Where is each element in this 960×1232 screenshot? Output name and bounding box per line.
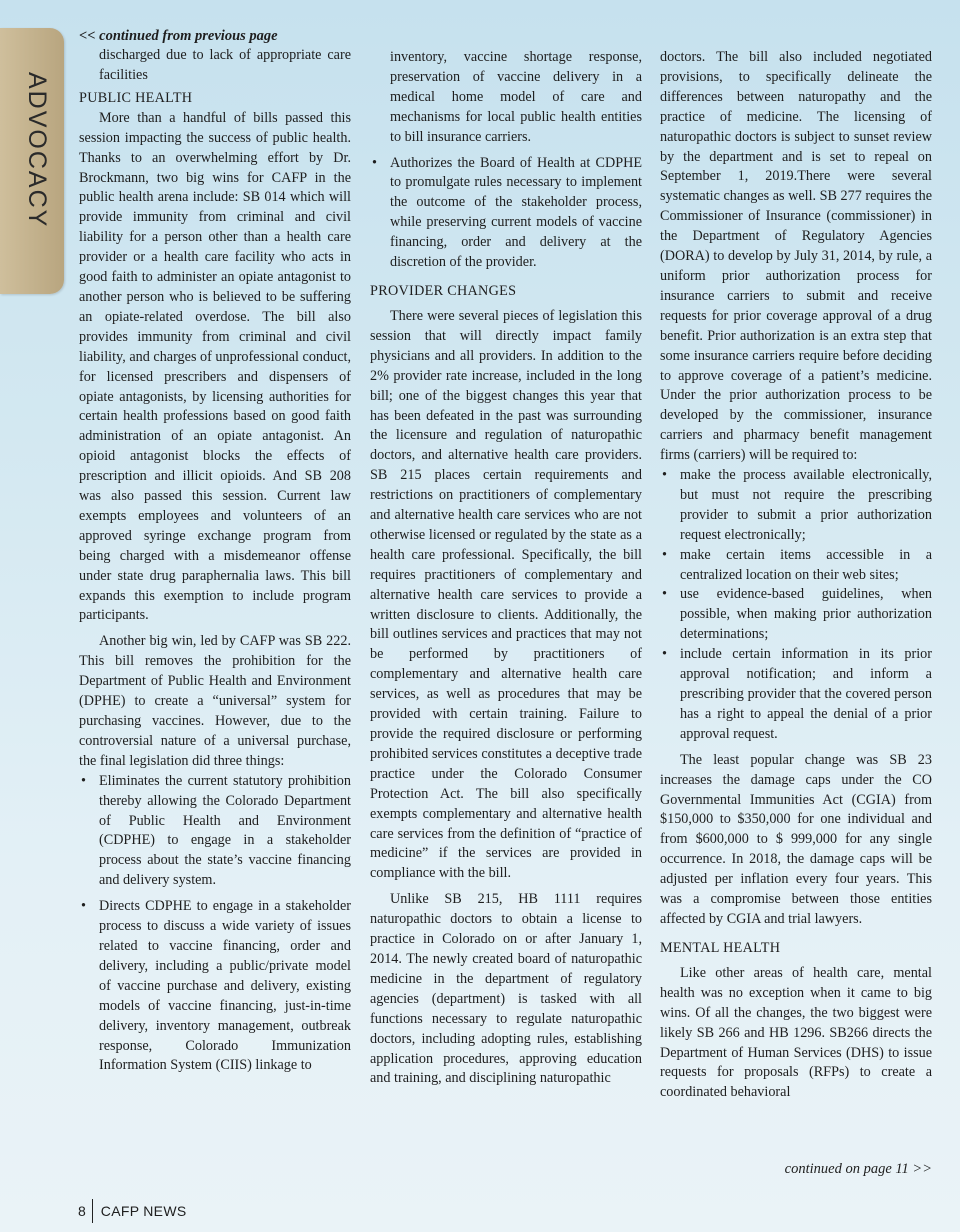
column-3 <box>660 48 932 1103</box>
bullet-item: • Directs CDPHE to engage in a stakeholder process to discuss a wide variety of issues related to vaccine financing, order and delivery, including a public/private model of vaccine purchase and delivery, existing models of vaccine financing, just-in-time delivery, inventory management, outbreak response, Colorado Immunization Information System (CIIS) linkage to <box>79 897 351 1076</box>
bullet-list <box>79 772 351 1077</box>
heading-public-health: PUBLIC HEALTH <box>79 89 193 106</box>
continued-from-label: << continued from previous page <box>79 28 278 44</box>
paragraph: doctors. The bill also included negotiated provisions, to specifically delineate the differences between naturopathy and the practice of medicine. The licensing of naturopathic doctors is subject to sunset review by the department and is set to repeal on September 1, 2019.There were several systematic changes as well. SB 277 requires the Commissioner of Insurance (commissioner) in the Department of Regulatory Agencies (DORA) to develop by July 31, 2014, by rule, a uniform prior authorization process for insurance carriers to submit and receive requests for prior coverage approval of a drug benefit. Prior authorization is an extra step that some insurance carriers require before deciding to approve coverage of a patient’s medicine. Under the prior authorization process to be developed by the commissioner, insurance carriers and pharmacy benefit management firms (carriers) will be required to: <box>660 49 932 464</box>
publication-name: CAFP NEWS <box>100 1203 187 1219</box>
bullet-item: • Eliminates the current statutory prohibition thereby allowing the Colorado Department of Public Health and Environment (CDPHE) to engage in a stakeholder process about the state’s vaccine financing and delivery system. <box>79 772 351 891</box>
page-number: 8 <box>78 1203 86 1219</box>
column-1 <box>79 26 351 1076</box>
page-footer <box>78 1196 186 1226</box>
paragraph: Like other areas of health care, mental health was no exception when it came to big wins. Of all the changes, the two biggest were likely SB 266 and HB 1296. SB266 directs the Department of Human Services (DHS) to issue requests for proposals (RFPs) to create a coordinated behavioral <box>660 964 932 1101</box>
bullet-item: • make the process available electronically, but must not require the prescribing provider to submit a prior authorization request electronically; <box>660 466 932 546</box>
continued-on-label: continued on page 11 >> <box>784 1161 932 1177</box>
column-2 <box>370 48 642 1089</box>
section-tab <box>0 28 64 294</box>
paragraph: Another big win, led by CAFP was SB 222. This bill removes the prohibition for the Department of Public Health and Environment (DPHE) to create a “universal” system for purchasing vaccines. However, due to the controversial nature of a universal purchase, the final legislation did three things: <box>79 633 351 769</box>
bullet-item: • Authorizes the Board of Health at CDPHE to promulgate rules necessary to implement the outcome of the stakeholder process, while preserving current models of vaccine financing, order and delivery at the discretion of the provider. <box>370 154 642 273</box>
bullet-item: • include certain information in its prior approval notification; and inform a prescribing provider that the covered person has a right to appeal the denial of a prior approval request. <box>660 645 932 745</box>
bullet-item: • make certain items accessible in a centralized location on their web sites; <box>660 546 932 586</box>
paragraph: The least popular change was SB 23 increases the damage caps under the CO Governmental Immunities Act (CGIA) from $150,000 to $350,000 for one individual and from $600,000 to $ 999,000 for any single occurrence. In 2018, the damage caps will be adjusted per inflation every four years. This was a compromise between those entities affected by CGIA and trial lawyers. <box>660 751 932 927</box>
bullet-list <box>370 154 642 273</box>
bullet-continuation: inventory, vaccine shortage response, preservation of vaccine delivery in a medical home model of care and mechanisms for local public health entities to bill insurance carriers. <box>390 49 642 145</box>
footer-divider <box>92 1199 93 1223</box>
paragraph: More than a handful of bills passed this session impacting the success of public health. Thanks to an overwhelming effort by Dr. Brockmann, two big wins for CAFP in the public health arena include: SB 014 which will provide immunity from criminal and civil liability for a person other than a health care provider or a health care facility who acts in good faith to administer an opiate antagonist to another person who is believed to be suffering an opiate-related overdose. The bill also provides immunity from criminal and civil liability, and charges of unprofessional conduct, for licensed prescribers and dispensers of opiate antagonists, by licensing authorities for certain health professions based on good faith administration of an opiate antagonist. An opioid antagonist blocks the effects of prescription and illicit opioids. And SB 208 was also passed this session. Current law exempts employees and volunteers of an approved syringe exchange program from being charged with a misdemeanor offense under state drug paraphernalia laws. This bill expands this exemption to include program participants. <box>79 109 351 624</box>
heading-mental-health: MENTAL HEALTH <box>660 939 781 956</box>
paragraph: There were several pieces of legislation this session that will directly impact family physicians and all providers. In addition to the 2% provider rate increase, included in the long bill; one of the biggest changes this year that has been defeated in the past was surrounding the licensure and regulation of naturopathic doctors, and alternative health care providers. SB 215 places certain requirements and restrictions on practitioners of complementary and alternative health care services who are not otherwise licensed or regulated by the state as a health care professional. Specifically, the bill requires practitioners of complementary and alternative health care services to provide a written disclosure to clients. Additionally, the bill outlines services and practices that may not be performed by practitioners of complementary and alternative health care services, as well as procedures that may be provided with certain training. Failure to provide the required disclosure or performing prohibited services constitutes a deceptive trade practice under the Colorado Consumer Protection Act. The bill also specifically exempts complementary and alternative health care services from the definition of “practice of medicine” if the services are provided in compliance with the bill. <box>370 307 642 882</box>
bullet-item: • use evidence-based guidelines, when possible, when making prior authorization determinations; <box>660 585 932 645</box>
paragraph: Unlike SB 215, HB 1111 requires naturopathic doctors to obtain a license to practice in Colorado on or after January 1, 2014. The newly created board of naturopathic medicine in the department of regulatory agencies (department) is tasked with all functions necessary to regulate naturopathic doctors, including adopting rules, establishing application procedures, approving education and training, and disciplining naturopathic <box>370 891 642 1087</box>
heading-provider-changes: PROVIDER CHANGES <box>370 282 517 299</box>
bullet-list <box>660 466 932 745</box>
section-tab-label: ADVOCACY <box>23 72 51 229</box>
lead-text: discharged due to lack of appropriate care facilities <box>99 47 351 83</box>
